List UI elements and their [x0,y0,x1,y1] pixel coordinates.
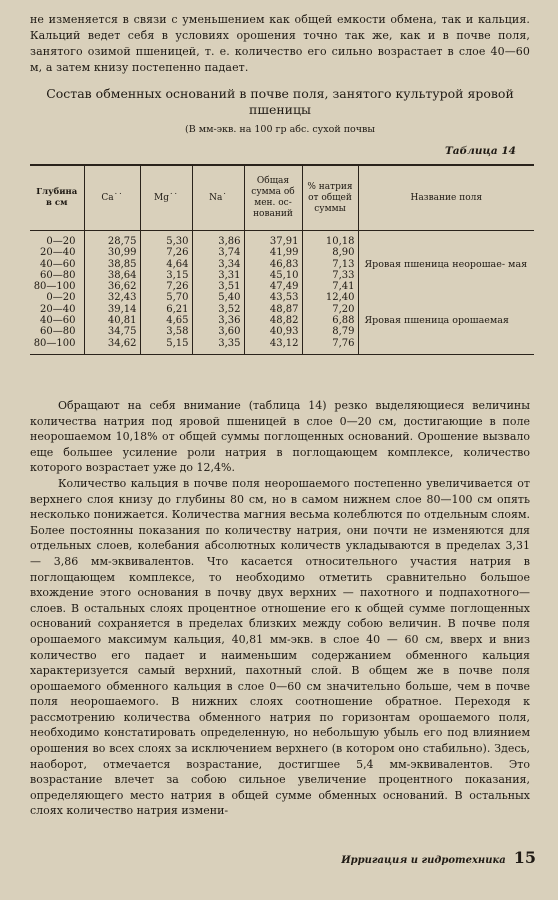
mg-cell: 4,65 [140,315,192,326]
na-cell: 3,34 [192,259,244,270]
na-cell: 3,52 [192,304,244,315]
mg-cell: 6,21 [140,304,192,315]
exchange-bases-table [30,164,534,355]
na-percent-cell: 7,41 [302,281,358,292]
na-cell: 3,86 [192,236,244,247]
body-text [30,398,530,819]
mg-cell: 5,30 [140,236,192,247]
mg-cell: 3,15 [140,270,192,281]
ca-cell: 34,75 [84,326,140,337]
na-percent-cell: 8,79 [302,326,358,337]
field-name-cell: Яровая пшеница орошаемая [358,292,534,348]
total-cell: 47,49 [244,281,302,292]
paragraph: Количество кальция в почве поля неорошаемого постепенно увеличивается от верхнего слоя книзу до глубины 80 см, но в самом нижнем слое 80—100 см опять несколько понижается. Количества магния весьма колеблются по отдельным слоям. Более постоянны показания по количеству натрия, они почти не изменяются для отдельных слоев, колебания абсолютных количеств укладываются в пределах 3,31 — 3,86 мм-эквивалентов. Что касается относительного участия натрия в поглощающем комплексе, то необходимо отметить сравнительно большое вхождение этого основания в почву двух верхних — пахотного и подпахотного—слоев. В остальных слоях процентное отношение его к общей сумме поглощенных оснований сохраняется в пределах близких между собою величин. В почве поля орошаемого максимум кальция, 40,81 мм-экв. в слое 40 — 60 см, вверх и вниз количество его падает и наименьшим содержанием обменного кальция характеризуется самый верхний, пахотный слой. В общем же в почве поля орошаемого обменного кальция в слое 0—60 см значительно больше, чем в почве поля неорошаемого. В нижних слоях соотношение обратное. Переходя к рассмотрению количества обменного натрия по горизонтам орошаемого поля, необходимо констатировать определенную, но небольшую убыль его под влиянием орошения во всех слоях за исключением верхнего (в котором оно стабильно). Здесь, наоборот, отмечается возрастание, достигшее 5,4 мм-эквивалентов. Это возрастание влечет за собою сильное увеличение процентного показания, определяющего место натрия в общей сумме обменных оснований. В остальных слоях количество натрия измени- [30,476,530,818]
mg-cell: 7,26 [140,247,192,258]
col-header-ca: Ca˙˙ [84,165,140,231]
col-header-na: Na˙ [192,165,244,231]
depth-cell: 20—40 [40,247,76,259]
depth-cell: 0—20 [46,236,76,247]
col-header-depth: Глубина в см [30,165,84,231]
table-row [30,292,534,303]
na-cell: 5,40 [192,292,244,303]
total-cell: 37,91 [244,236,302,247]
na-cell: 3,51 [192,281,244,292]
col-header-field-name: Название поля [358,165,534,231]
page-number: 15 [513,848,536,867]
ca-cell: 40,81 [84,315,140,326]
ca-cell: 39,14 [84,304,140,315]
total-cell: 43,12 [244,338,302,349]
na-percent-cell: 7,33 [302,270,358,281]
total-cell: 43,53 [244,292,302,303]
na-percent-cell: 6,88 [302,315,358,326]
na-cell: 3,74 [192,247,244,258]
na-cell: 3,31 [192,270,244,281]
total-cell: 46,83 [244,259,302,270]
mg-cell: 7,26 [140,281,192,292]
table-number: Таблица 14 [444,145,516,157]
total-cell: 45,10 [244,270,302,281]
ca-cell: 34,62 [84,338,140,349]
na-cell: 3,36 [192,315,244,326]
total-cell: 41,99 [244,247,302,258]
paragraph: Обращают на себя внимание (таблица 14) резко выделяющиеся величины количества натрия под яровой пшеницей в слое 0—20 см, достигающие в поле неорошаемом 10,18% от общей суммы поглощенных оснований. Орошение вызвало еще большее усиление роли натрия в поглощающем комплексе, количество которого возрастает уже до 12,4%. [30,399,530,475]
col-header-mg: Mg˙˙ [140,165,192,231]
ca-cell: 28,75 [84,236,140,247]
page-footer [336,848,536,867]
depth-cell: 60—80 [40,269,76,281]
running-title: Ирригация и гидротехника [341,855,506,866]
mg-cell: 5,15 [140,338,192,349]
mg-cell: 4,64 [140,259,192,270]
ca-cell: 38,85 [84,259,140,270]
depth-cell: 60—80 [40,326,76,338]
na-percent-cell: 7,20 [302,304,358,315]
mg-cell: 5,70 [140,292,192,303]
na-percent-cell: 12,40 [302,292,358,303]
na-percent-cell: 7,13 [302,259,358,270]
total-cell: 48,82 [244,315,302,326]
na-percent-cell: 7,76 [302,338,358,349]
ca-cell: 32,43 [84,292,140,303]
na-percent-cell: 10,18 [302,236,358,247]
total-cell: 48,87 [244,304,302,315]
table-title: Состав обменных оснований в почве поля, занятого культурой яровой пшеницы [46,86,514,117]
total-cell: 40,93 [244,326,302,337]
intro-paragraph: не изменяется в связи с уменьшением как общей емкости обмена, так и кальция. Кальций ведет себя в условиях орошения точно так же, как и в почве поля, занятого озимой пшеницей, т. е. количество его сильно возрастает в слое 40—60 м, а затем книзу постепенно падает. [30,13,530,74]
ca-cell: 30,99 [84,247,140,258]
depth-cell: 20—40 [40,303,76,315]
depth-cell: 80—100 [33,337,76,349]
na-percent-cell: 8,90 [302,247,358,258]
na-cell: 3,60 [192,326,244,337]
na-cell: 3,35 [192,338,244,349]
table-subtitle: (В мм-экв. на 100 гр абс. сухой почвы [185,124,375,135]
depth-cell: 0—20 [46,292,76,304]
table-row [30,236,534,247]
depth-cell: 40—60 [40,315,76,327]
field-name-cell: Яровая пшеница неорошае- мая [358,236,534,292]
ca-cell: 36,62 [84,281,140,292]
mg-cell: 3,58 [140,326,192,337]
col-header-total: Общая сумма об мен. ос- нований [244,165,302,231]
col-header-na-percent: % натрия от общей суммы [302,165,358,231]
ca-cell: 38,64 [84,270,140,281]
depth-cell: 40—60 [40,258,76,270]
depth-cell: 80—100 [33,281,76,293]
